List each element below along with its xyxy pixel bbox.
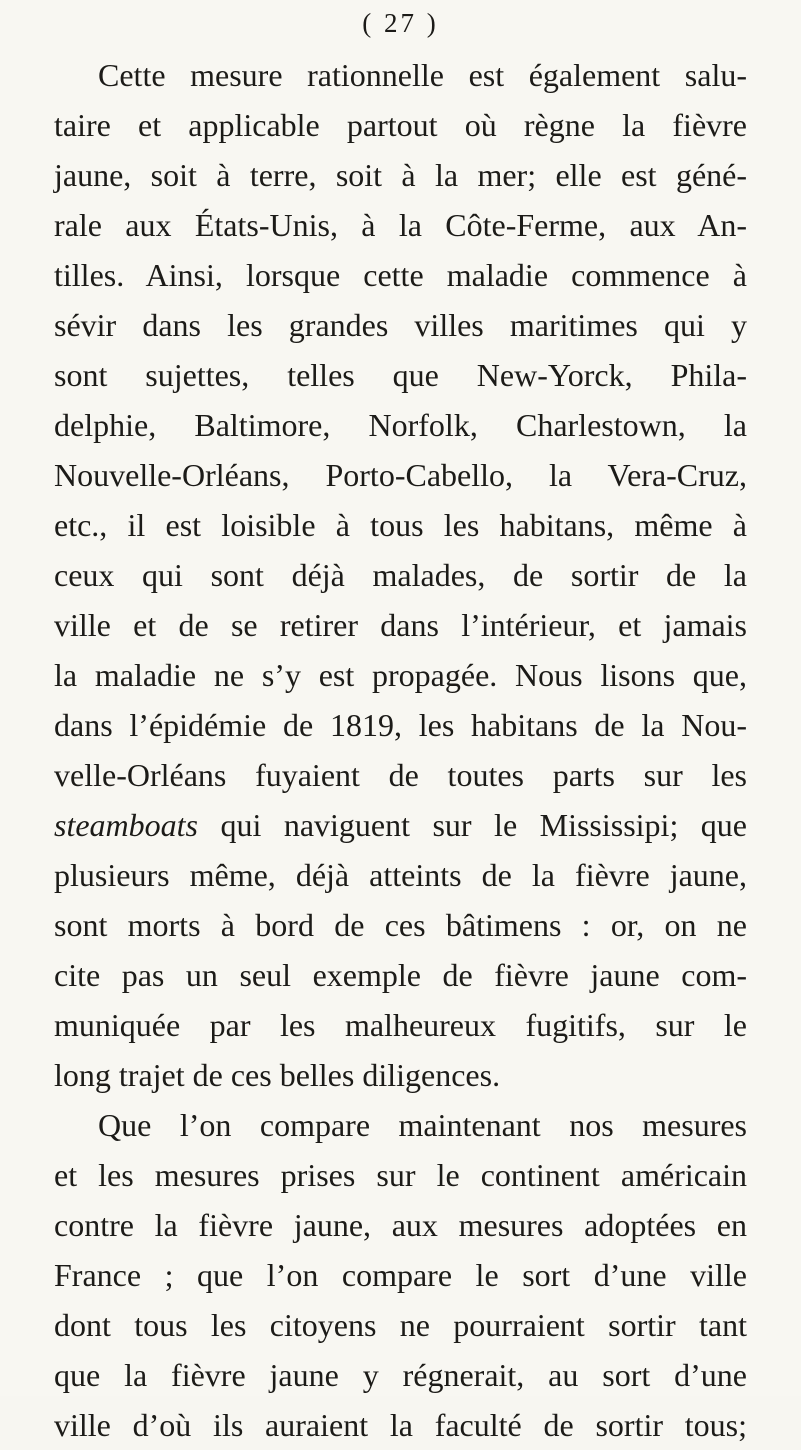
body-text xyxy=(54,50,747,1450)
text-line: contre la fièvre jaune, aux mesures adoptées en xyxy=(54,1207,747,1243)
text-line: muniquée par les malheureux fugitifs, sur le xyxy=(54,1007,747,1043)
text-line: etc., il est loisible à tous les habitans, même à xyxy=(54,507,747,543)
text-line: France ; que l’on compare le sort d’une ville xyxy=(54,1257,747,1293)
text-line: long trajet de ces belles diligences. xyxy=(54,1057,501,1093)
text-line: Nouvelle-Orléans, Porto-Cabello, la Vera-Cruz, xyxy=(54,457,747,493)
text-line: velle-Orléans fuyaient de toutes parts sur les xyxy=(54,757,747,793)
text-line: delphie, Baltimore, Norfolk, Charlestown, la xyxy=(54,407,747,443)
text-line: ceux qui sont déjà malades, de sortir de la xyxy=(54,557,747,593)
text-line: tilles. Ainsi, lorsque cette maladie commence à xyxy=(54,257,747,293)
text-line: Cette mesure rationnelle est également salu- xyxy=(98,57,747,93)
text-line: Que l’on compare maintenant nos mesures xyxy=(98,1107,747,1143)
text-line: dont tous les citoyens ne pourraient sortir tant xyxy=(54,1307,747,1343)
text-line: et les mesures prises sur le continent américain xyxy=(54,1157,747,1193)
text-line: taire et applicable partout où règne la fièvre xyxy=(54,107,747,143)
text-line: ville d’où ils auraient la faculté de sortir tous; xyxy=(54,1407,747,1443)
text-line: la maladie ne s’y est propagée. Nous lisons que, xyxy=(54,657,747,693)
text-line: plusieurs même, déjà atteints de la fièvre jaune, xyxy=(54,857,747,893)
text-line: sont morts à bord de ces bâtimens : or, on ne xyxy=(54,907,747,943)
text-line xyxy=(54,800,747,850)
line-text: qui naviguent sur le Mississipi; que xyxy=(198,807,747,843)
text-line: sont sujettes, telles que New-Yorck, Phila- xyxy=(54,357,747,393)
italic-term: steamboats xyxy=(54,807,198,843)
text-line: ville et de se retirer dans l’intérieur, et jamais xyxy=(54,607,747,643)
text-line: cite pas un seul exemple de fièvre jaune com- xyxy=(54,957,747,993)
text-line: dans l’épidémie de 1819, les habitans de la Nou- xyxy=(54,707,747,743)
text-line: rale aux États-Unis, à la Côte-Ferme, aux An- xyxy=(54,207,747,243)
text-line: jaune, soit à terre, soit à la mer; elle est géné- xyxy=(54,157,747,193)
text-line: sévir dans les grandes villes maritimes qui y xyxy=(54,307,747,343)
text-line: que la fièvre jaune y régnerait, au sort d’une xyxy=(54,1357,747,1393)
page-number: ( 27 ) xyxy=(362,8,439,38)
